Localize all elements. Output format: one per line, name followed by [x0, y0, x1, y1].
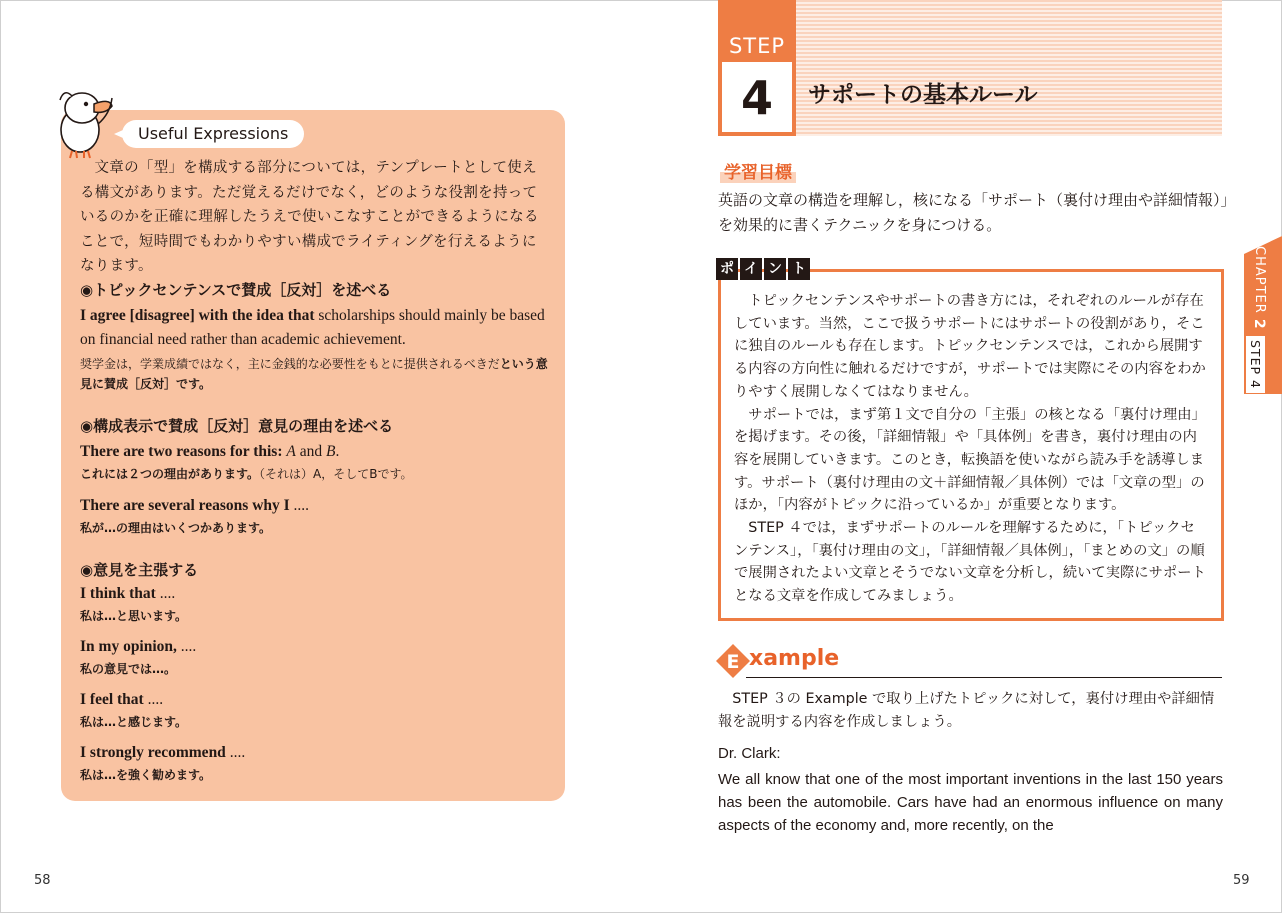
step-number: 4 [722, 62, 792, 132]
point-tag-char: イ [740, 258, 762, 280]
example-intro: STEP ３の Example で取り上げたトピックに対して，裏付け理由や詳細情報を説明する内容を作成しましょう。 [718, 691, 1215, 730]
expression-english: I think that .... [80, 585, 176, 602]
example-letter: E [726, 651, 740, 673]
example-heading: xample [749, 646, 840, 671]
point-tag-char: ポ [716, 258, 738, 280]
point-tag-char: ト [788, 258, 810, 280]
expression-japanese: 奨学金は，学業成績ではなく，主に金銭的な必要性をもとに提供されるべきだという意見に賛成［反対］です。 [80, 357, 548, 391]
point-tag-char: ン [764, 258, 786, 280]
expression-english: In my opinion, .... [80, 638, 197, 655]
point-body [734, 290, 1208, 608]
expression-japanese: 私は…と思います。 [80, 609, 188, 623]
expression-japanese: これには２つの理由があります。（それは）A，そしてBです。 [80, 467, 413, 481]
expression-english: I agree [disagree] with the idea that scholarships should mainly be based on financial need rather than academic achievement. [80, 307, 545, 348]
useful-expressions-title: Useful Expressions [122, 120, 304, 148]
point-paragraph: STEP ４では，まずサポートのルールを理解するために，「トピックセンテンス」，「裏付け理由の文」，「詳細情報／具体例」，「まとめの文」の順で展開されたよい文章とそうでない文章を分析し，続いて実際にサポートとなる文章を作成してみましょう。 [734, 520, 1206, 605]
expression-japanese: 私は…と感じます。 [80, 715, 188, 729]
section-heading: ◉意見を主張する [80, 561, 199, 579]
chapter-label: CHAPTER 2 [1251, 246, 1267, 330]
section-heading: ◉トピックセンテンスで賛成［反対］を述べる [80, 281, 392, 299]
expression-japanese: 私は…を強く勧めます。 [80, 768, 212, 782]
step-label: STEP [728, 34, 786, 58]
expression-english: I feel that .... [80, 691, 164, 708]
expression-english: There are two reasons for this: A and B. [80, 443, 340, 460]
point-paragraph: サポートでは，まず第１文で自分の「主張」の核となる「裏付け理由」を掲げます。その後，「詳細情報」や「具体例」を書き，裏付け理由の内容を展開していきます。このとき，転換語を使いながら読み手を誘導します。サポート（裏付け理由の文＋詳細情報／具体例）では「文章の型」のほか，「内容がトピックに沿っているか」が重要となります。 [734, 406, 1206, 514]
page-number-right: 59 [1233, 873, 1250, 888]
useful-expressions-intro: 文章の「型」を構成する部分については，テンプレートとして使える構文があります。ただ覚えるだけでなく，どのような役割を持っているのかを正確に理解したうえで使いこなすことができるようになることで，短時間でもわかりやすい構成でライティングを行えるようになります。 [80, 160, 539, 274]
learning-goal-label: 学習目標 [720, 158, 796, 183]
expression-japanese: 私が…の理由はいくつかあります。 [80, 521, 272, 535]
point-paragraph: トピックセンテンスやサポートの書き方には，それぞれのルールが存在しています。当然，ここで扱うサポートにはサポートの役割があり，そこに独自のルールも存在します。トピックセンテンスでは，これから展開する内容の方向性に触れるだけですが，サポートでは実際にその内容をわかりやすく展開しなくてはなりません。 [734, 293, 1206, 400]
page-number-left: 58 [34, 873, 51, 888]
expression-section-opinion [80, 560, 552, 785]
point-label [716, 258, 810, 280]
step-title: サポートの基本ルール [808, 82, 1038, 108]
example-diamond-icon [716, 644, 750, 678]
section-heading: ◉構成表示で賛成［反対］意見の理由を述べる [80, 417, 394, 435]
expression-section-reasons [80, 416, 552, 538]
example-divider [746, 677, 1222, 678]
example-letter-text: We all know that one of the most important inventions in the last 150 years has been the automobile. Cars have had an enormous influence on many aspects of the economy and, more recently, on the [718, 771, 1223, 834]
speaker-name: Dr. Clark: [718, 745, 781, 762]
side-step-label: STEP 4 [1246, 336, 1265, 393]
bird-mascot-icon [50, 84, 120, 160]
expression-english: There are several reasons why I .... [80, 497, 310, 514]
learning-goal-text: 英語の文章の構造を理解し，核になる「サポート（裏付け理由や詳細情報）」を効果的に書くテクニックを身につける。 [718, 191, 1229, 234]
expression-section-agree [80, 280, 552, 394]
expression-japanese: 私の意見では…。 [80, 662, 177, 676]
expression-english: I strongly recommend .... [80, 744, 246, 761]
